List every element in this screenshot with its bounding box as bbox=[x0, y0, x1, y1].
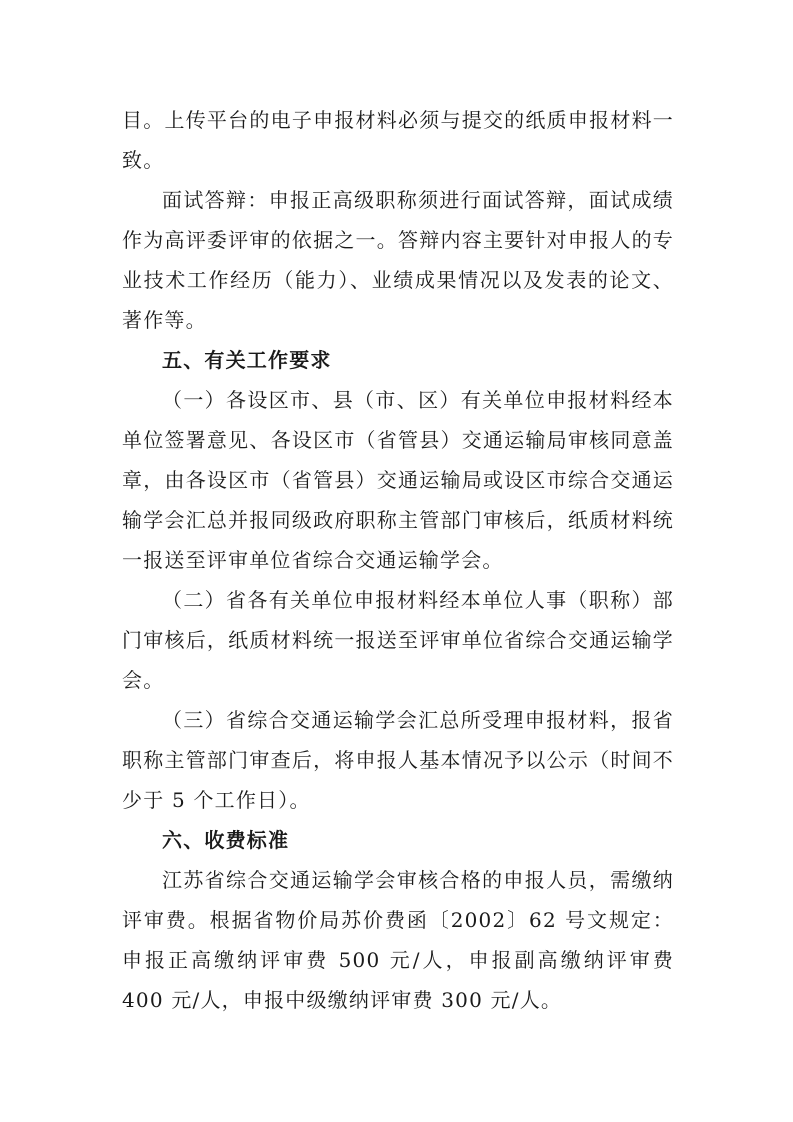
paragraph-fee-standard: 江苏省综合交通运输学会审核合格的申报人员，需缴纳评审费。根据省物价局苏价费函〔2002〕62 号文规定：申报正高缴纳评审费 500 元/人，申报副高缴纳评审费 400 元/人，申报中级缴纳评审费 300 元/人。 bbox=[122, 868, 674, 1012]
section-heading-work-requirements: 五、有关工作要求 bbox=[162, 348, 332, 372]
document-body bbox=[122, 100, 674, 1020]
paragraph-requirement-3: （三）省综合交通运输学会汇总所受理申报材料，报省职称主管部门审查后，将申报人基本情况予以公示（时间不少于 5 个工作日）。 bbox=[122, 708, 674, 812]
paragraph-requirement-2: （二）省各有关单位申报材料经本单位人事（职称）部门审核后，纸质材料统一报送至评审单位省综合交通运输学会。 bbox=[122, 588, 674, 692]
paragraph-continuation: 目。上传平台的电子申报材料必须与提交的纸质申报材料一致。 bbox=[122, 108, 674, 172]
section-heading-fee-standard: 六、收费标准 bbox=[162, 828, 290, 852]
paragraph-interview-defense: 面试答辩：申报正高级职称须进行面试答辩，面试成绩作为高评委评审的依据之一。答辩内容主要针对申报人的专业技术工作经历（能力）、业绩成果情况以及发表的论文、著作等。 bbox=[122, 188, 674, 332]
paragraph-requirement-1: （一）各设区市、县（市、区）有关单位申报材料经本单位签署意见、各设区市（省管县）交通运输局审核同意盖章，由各设区市（省管县）交通运输局或设区市综合交通运输学会汇总并报同级政府职称主管部门审核后，纸质材料统一报送至评审单位省综合交通运输学会。 bbox=[122, 388, 674, 572]
